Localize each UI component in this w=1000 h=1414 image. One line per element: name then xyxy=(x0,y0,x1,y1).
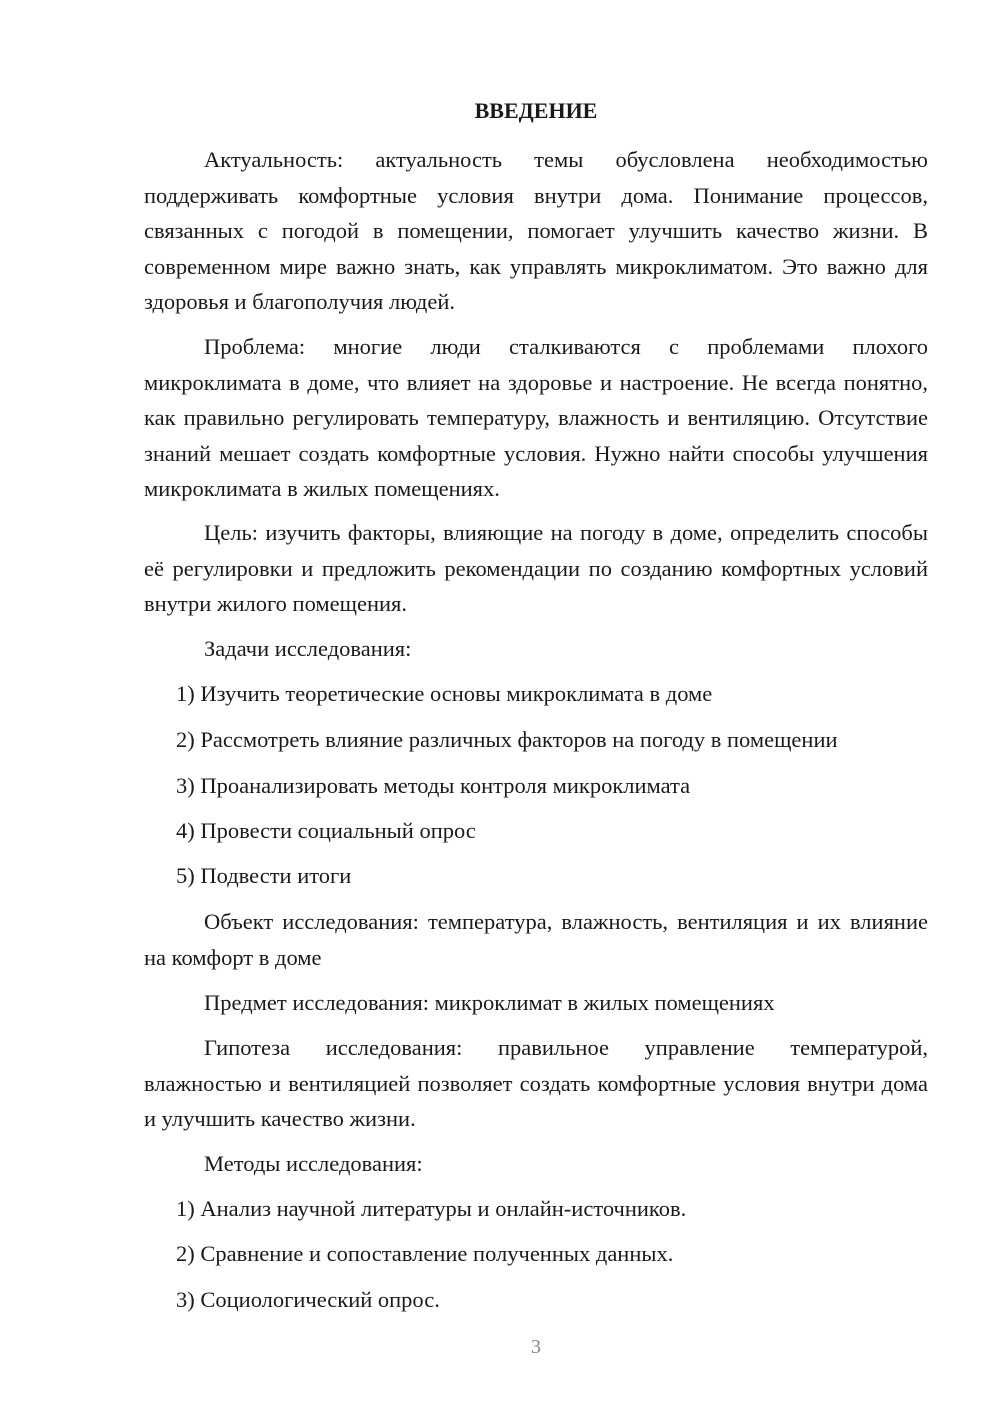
page-title: ВВЕДЕНИЕ xyxy=(474,98,598,123)
methods-heading: Методы исследования: xyxy=(204,1151,423,1176)
task-item: 2) Рассмотреть влияние различных факторов на погоду в помещении xyxy=(176,727,838,752)
subject-paragraph: Предмет исследования: микроклимат в жилых помещениях xyxy=(204,990,775,1015)
hypothesis-paragraph: Гипотеза исследования: правильное управление температурой, влажностью и вентиляцией позволяет создать комфортные условия внутри дома и улучшить качество жизни. xyxy=(144,1035,928,1131)
method-item: 3) Социологический опрос. xyxy=(176,1287,440,1312)
problem-paragraph: Проблема: многие люди сталкиваются с проблемами плохого микроклимата в доме, что влияет на здоровье и настроение. Не всегда понятно, как правильно регулировать температуру, влажность и вентиляцию. Отсутствие знаний мешает создать комфортные условия. Нужно найти способы улучшения микроклимата в жилых помещениях. xyxy=(144,334,928,501)
relevance-paragraph: Актуальность: актуальность темы обусловлена необходимостью поддерживать комфортные условия внутри дома. Понимание процессов, связанных с погодой в помещении, помогает улучшить качество жизни. В современном мире важно знать, как управлять микроклиматом. Это важно для здоровья и благополучия людей. xyxy=(144,147,928,314)
method-item: 2) Сравнение и сопоставление полученных данных. xyxy=(176,1241,674,1266)
document-page xyxy=(144,0,928,1414)
goal-paragraph: Цель: изучить факторы, влияющие на погоду в доме, определить способы её регулировки и предложить рекомендации по созданию комфортных условий внутри жилого помещения. xyxy=(144,520,928,616)
tasks-heading: Задачи исследования: xyxy=(204,636,412,661)
page-number: 3 xyxy=(531,1336,541,1358)
task-item: 5) Подвести итоги xyxy=(176,863,352,888)
object-paragraph: Объект исследования: температура, влажность, вентиляция и их влияние на комфорт в доме xyxy=(144,909,928,970)
task-item: 4) Провести социальный опрос xyxy=(176,818,476,843)
task-item: 1) Изучить теоретические основы микроклимата в доме xyxy=(176,681,713,706)
method-item: 1) Анализ научной литературы и онлайн-источников. xyxy=(176,1196,687,1221)
task-item: 3) Проанализировать методы контроля микроклимата xyxy=(176,773,691,798)
